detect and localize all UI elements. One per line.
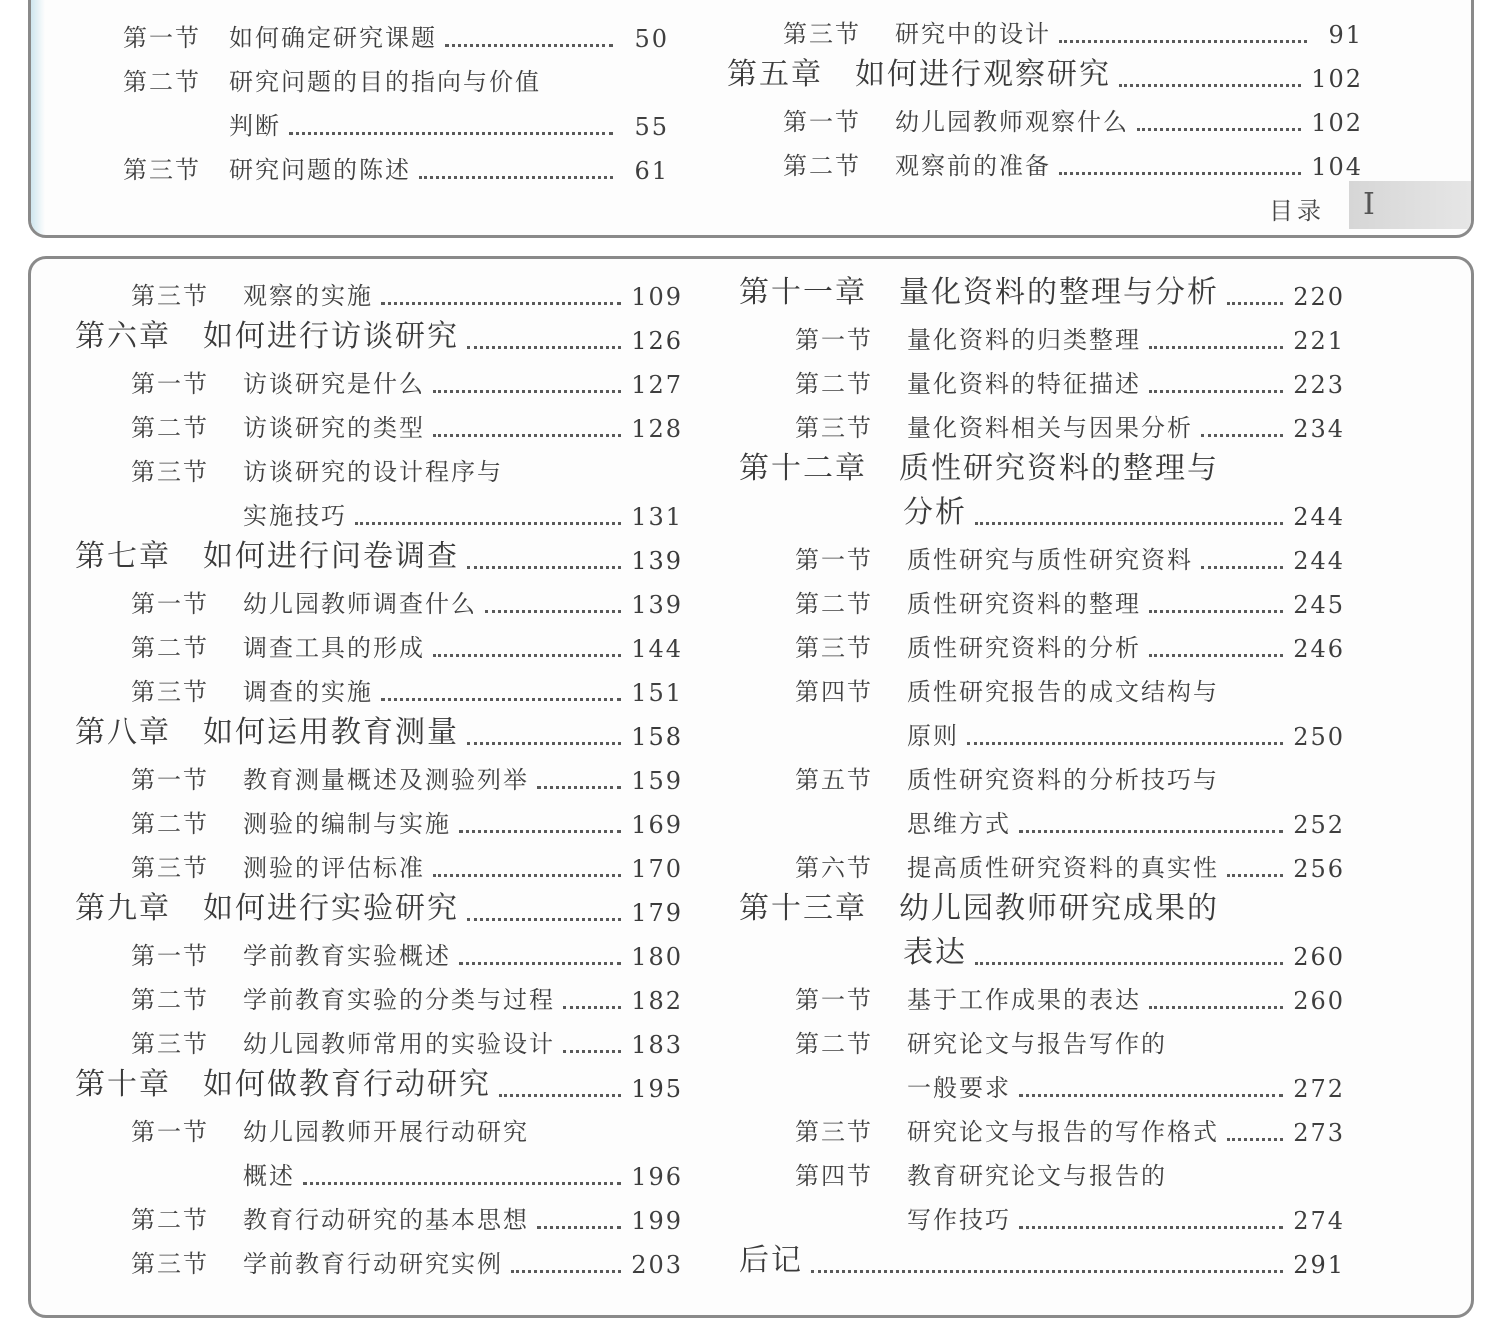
toc-entry-label <box>739 1112 1219 1147</box>
page-number: 260 <box>1293 987 1345 1015</box>
toc-entry-label: 第十章 如何做教育行动研究 <box>75 1067 491 1102</box>
section-title: 研究问题的陈述 <box>229 156 411 184</box>
dot-leader <box>1019 1226 1283 1229</box>
section-number: 第三节 <box>123 156 201 184</box>
dot-leader <box>975 962 1283 965</box>
toc-section-entry <box>75 1191 683 1235</box>
section-number: 第一节 <box>131 1118 209 1146</box>
toc-section-entry <box>739 971 1345 1015</box>
page-number: 223 <box>1293 371 1345 399</box>
section-title: 基于工作成果的表达 <box>907 986 1141 1014</box>
dot-leader <box>1149 1006 1283 1009</box>
toc-column-right <box>739 267 1345 1279</box>
toc-section-entry <box>727 93 1363 137</box>
toc-column-left <box>75 267 683 1279</box>
section-number: 第三节 <box>795 634 873 662</box>
page-number: 272 <box>1293 1075 1345 1103</box>
section-number: 第一节 <box>123 24 201 52</box>
toc-entry-label <box>123 62 541 97</box>
section-title: 访谈研究是什么 <box>243 370 425 398</box>
toc-entry-label <box>727 146 1051 181</box>
toc-section-entry <box>75 663 683 707</box>
toc-entry-label: 一般要求 <box>907 1074 1011 1102</box>
dot-leader <box>467 346 621 349</box>
dot-leader <box>459 830 621 833</box>
section-title: 质性研究资料的分析技巧与 <box>907 766 1219 794</box>
dot-leader <box>1201 434 1283 437</box>
dot-leader <box>433 390 621 393</box>
page-number: 274 <box>1293 1207 1345 1235</box>
page-number: 252 <box>1293 811 1345 839</box>
dot-leader <box>499 1094 621 1097</box>
toc-entry-label: 概述 <box>243 1162 295 1190</box>
dot-leader <box>445 44 613 47</box>
toc-section-entry <box>739 839 1345 883</box>
toc-entry-label: 第九章 如何进行实验研究 <box>75 891 459 926</box>
section-number: 第三节 <box>795 414 873 442</box>
dot-leader <box>459 962 621 965</box>
dot-leader <box>303 1182 621 1185</box>
page-number: 195 <box>631 1075 683 1103</box>
page-number: 127 <box>631 371 683 399</box>
section-number: 第六节 <box>795 854 873 882</box>
section-number: 第三节 <box>783 20 861 48</box>
section-title: 量化资料相关与因果分析 <box>907 414 1193 442</box>
section-number: 第一节 <box>795 546 873 574</box>
section-number: 第一节 <box>131 766 209 794</box>
section-title: 质性研究资料的分析 <box>907 634 1141 662</box>
toc-section-entry <box>739 531 1345 575</box>
toc-chapter-entry <box>75 311 683 355</box>
toc-chapter-entry <box>739 883 1345 927</box>
dot-leader <box>563 1050 621 1053</box>
section-title: 质性研究与质性研究资料 <box>907 546 1193 574</box>
section-title: 观察的实施 <box>243 282 373 310</box>
footer-label: 目录 <box>1269 197 1325 225</box>
toc-column-left <box>123 9 669 185</box>
dot-leader <box>1137 128 1301 131</box>
dot-leader <box>1019 1094 1283 1097</box>
toc-entry-label <box>75 628 425 663</box>
dot-leader <box>537 786 621 789</box>
dot-leader <box>1019 830 1283 833</box>
toc-entry-label <box>75 936 451 971</box>
section-title: 幼儿园教师常用的实验设计 <box>243 1030 555 1058</box>
section-number: 第一节 <box>795 326 873 354</box>
page-number: 55 <box>634 113 669 141</box>
section-title: 如何确定研究课题 <box>229 24 437 52</box>
toc-entry-label <box>123 18 437 53</box>
toc-chapter-entry <box>75 531 683 575</box>
toc-entry-label <box>75 584 477 619</box>
dot-leader <box>485 610 621 613</box>
toc-chapter-entry <box>75 707 683 751</box>
page-number: 291 <box>1293 1251 1345 1279</box>
dot-leader <box>467 742 621 745</box>
section-title: 幼儿园教师观察什么 <box>895 108 1129 136</box>
dot-leader <box>1227 302 1283 305</box>
toc-entry-label <box>739 584 1141 619</box>
section-number: 第二节 <box>131 810 209 838</box>
dot-leader <box>1119 84 1301 87</box>
toc-section-entry <box>75 355 683 399</box>
section-title: 量化资料的归类整理 <box>907 326 1141 354</box>
toc-entry-label <box>739 320 1141 355</box>
toc-section-entry <box>75 619 683 663</box>
toc-entry-label: 判断 <box>229 112 281 140</box>
toc-entry-label: 第六章 如何进行访谈研究 <box>75 319 459 354</box>
page-number: 50 <box>634 25 669 53</box>
section-number: 第二节 <box>131 986 209 1014</box>
toc-entry-label: 后记 <box>739 1243 803 1278</box>
section-title: 访谈研究的类型 <box>243 414 425 442</box>
dot-leader <box>563 1006 621 1009</box>
dot-leader <box>1149 390 1283 393</box>
dot-leader <box>433 654 621 657</box>
toc-section-entry <box>739 707 1345 751</box>
dot-leader <box>381 698 621 701</box>
section-number: 第二节 <box>131 414 209 442</box>
section-number: 第二节 <box>795 370 873 398</box>
dot-leader <box>537 1226 621 1229</box>
toc-section-entry <box>75 971 683 1015</box>
page-number: 221 <box>1293 327 1345 355</box>
page-number: 256 <box>1293 855 1345 883</box>
toc-entry-label <box>123 150 411 185</box>
section-title: 研究问题的目的指向与价值 <box>229 68 541 96</box>
toc-section-entry <box>123 9 669 53</box>
dot-leader <box>975 522 1283 525</box>
section-title: 研究论文与报告的写作格式 <box>907 1118 1219 1146</box>
dot-leader <box>467 566 621 569</box>
page-number: 131 <box>631 503 683 531</box>
toc-section-entry <box>75 399 683 443</box>
page-number: 183 <box>631 1031 683 1059</box>
dot-leader <box>467 918 621 921</box>
page-number: 102 <box>1311 109 1363 137</box>
page-number: 102 <box>1311 65 1363 93</box>
toc-section-entry <box>739 1147 1345 1191</box>
page-number: 158 <box>631 723 683 751</box>
toc-section-entry <box>739 927 1345 971</box>
toc-section-entry <box>75 1103 683 1147</box>
toc-section-entry <box>727 137 1363 181</box>
toc-section-entry <box>75 795 683 839</box>
section-title: 量化资料的特征描述 <box>907 370 1141 398</box>
section-number: 第一节 <box>131 942 209 970</box>
toc-section-entry <box>75 1235 683 1279</box>
toc-entry-label <box>75 1024 555 1059</box>
page-number: 91 <box>1328 21 1363 49</box>
page-number: 151 <box>631 679 683 707</box>
section-number: 第三节 <box>131 1030 209 1058</box>
toc-entry-label: 第七章 如何进行问卷调查 <box>75 539 459 574</box>
page-number: 170 <box>631 855 683 883</box>
toc-entry-label <box>75 672 373 707</box>
section-title: 研究中的设计 <box>895 20 1051 48</box>
toc-section-entry <box>739 1015 1345 1059</box>
toc-chapter-entry <box>739 1235 1345 1279</box>
dot-leader <box>433 434 621 437</box>
toc-section-entry <box>739 355 1345 399</box>
toc-section-entry <box>739 751 1345 795</box>
toc-entry-label <box>727 14 1051 49</box>
page-number: 244 <box>1293 547 1345 575</box>
section-number: 第三节 <box>131 678 209 706</box>
page-number: 159 <box>631 767 683 795</box>
section-number: 第二节 <box>783 152 861 180</box>
dot-leader <box>381 302 621 305</box>
page-number: 61 <box>634 157 669 185</box>
toc-entry-label: 实施技巧 <box>243 502 347 530</box>
section-number: 第二节 <box>123 68 201 96</box>
page-number: 104 <box>1311 153 1363 181</box>
section-number: 第三节 <box>131 854 209 882</box>
toc-panel-bottom <box>28 256 1474 1318</box>
dot-leader <box>1149 346 1283 349</box>
toc-section-entry <box>739 795 1345 839</box>
toc-entry-label <box>75 1244 503 1279</box>
dot-leader <box>1059 172 1301 175</box>
section-title: 调查工具的形成 <box>243 634 425 662</box>
toc-section-entry <box>739 399 1345 443</box>
toc-entry-label <box>75 1200 529 1235</box>
dot-leader <box>511 1270 621 1273</box>
toc-section-entry <box>75 267 683 311</box>
section-number: 第三节 <box>131 1250 209 1278</box>
toc-entry-label <box>739 848 1219 883</box>
page-number: 169 <box>631 811 683 839</box>
section-title: 提高质性研究资料的真实性 <box>907 854 1219 882</box>
toc-chapter-entry <box>727 49 1363 93</box>
toc-section-entry <box>75 1015 683 1059</box>
toc-entry-label <box>739 760 1219 795</box>
toc-section-entry <box>75 927 683 971</box>
toc-entry-label: 第十二章 质性研究资料的整理与 <box>739 451 1219 486</box>
toc-chapter-entry <box>739 443 1345 487</box>
toc-section-entry <box>739 1191 1345 1235</box>
section-title: 访谈研究的设计程序与 <box>243 458 503 486</box>
page-number: 126 <box>631 327 683 355</box>
toc-entry-label: 表达 <box>903 935 967 970</box>
toc-entry-label <box>75 804 451 839</box>
section-title: 质性研究报告的成文结构与 <box>907 678 1219 706</box>
section-title: 观察前的准备 <box>895 152 1051 180</box>
section-number: 第三节 <box>131 282 209 310</box>
toc-entry-label <box>75 760 529 795</box>
section-number: 第三节 <box>131 458 209 486</box>
toc-entry-label: 分析 <box>903 495 967 530</box>
page-number: 245 <box>1293 591 1345 619</box>
toc-entry-label <box>739 672 1219 707</box>
toc-entry-label <box>75 980 555 1015</box>
section-title: 幼儿园教师开展行动研究 <box>243 1118 529 1146</box>
toc-section-entry <box>727 5 1363 49</box>
toc-section-entry <box>75 1147 683 1191</box>
toc-section-entry <box>75 751 683 795</box>
section-title: 学前教育实验概述 <box>243 942 451 970</box>
toc-entry-label <box>75 408 425 443</box>
dot-leader <box>811 1270 1283 1273</box>
page-number: 182 <box>631 987 683 1015</box>
page-number-roman: I <box>1349 181 1471 229</box>
page-number: 246 <box>1293 635 1345 663</box>
toc-panel-top <box>28 0 1474 238</box>
dot-leader <box>1227 1138 1283 1141</box>
toc-entry-label <box>739 364 1141 399</box>
toc-entry-label: 思维方式 <box>907 810 1011 838</box>
toc-entry-label <box>739 1024 1167 1059</box>
section-title: 教育行动研究的基本思想 <box>243 1206 529 1234</box>
section-number: 第四节 <box>795 1162 873 1190</box>
toc-entry-label <box>739 1156 1167 1191</box>
page-number: 220 <box>1293 283 1345 311</box>
section-title: 教育研究论文与报告的 <box>907 1162 1167 1190</box>
toc-entry-label <box>75 1112 529 1147</box>
toc-chapter-entry <box>75 1059 683 1103</box>
page-number: 180 <box>631 943 683 971</box>
toc-chapter-entry <box>739 267 1345 311</box>
toc-entry-label <box>739 980 1141 1015</box>
page-number: 199 <box>631 1207 683 1235</box>
section-number: 第三节 <box>795 1118 873 1146</box>
toc-chapter-entry <box>75 883 683 927</box>
section-title: 幼儿园教师调查什么 <box>243 590 477 618</box>
page-number: 260 <box>1293 943 1345 971</box>
section-title: 教育测量概述及测验列举 <box>243 766 529 794</box>
section-title: 质性研究资料的整理 <box>907 590 1141 618</box>
dot-leader <box>1201 566 1283 569</box>
section-title: 学前教育行动研究实例 <box>243 1250 503 1278</box>
toc-entry-label <box>75 848 425 883</box>
dot-leader <box>355 522 621 525</box>
dot-leader <box>433 874 621 877</box>
dot-leader <box>419 176 613 179</box>
section-number: 第二节 <box>795 590 873 618</box>
page-number: 128 <box>631 415 683 443</box>
section-title: 研究论文与报告写作的 <box>907 1030 1167 1058</box>
section-number: 第一节 <box>795 986 873 1014</box>
page-number: 196 <box>631 1163 683 1191</box>
dot-leader <box>1227 874 1283 877</box>
page-number: 179 <box>631 899 683 927</box>
toc-section-entry <box>739 575 1345 619</box>
toc-section-entry <box>75 839 683 883</box>
toc-section-entry <box>739 663 1345 707</box>
toc-section-entry <box>75 487 683 531</box>
toc-entry-label: 原则 <box>907 722 959 750</box>
section-number: 第一节 <box>783 108 861 136</box>
section-number: 第四节 <box>795 678 873 706</box>
dot-leader <box>1059 40 1307 43</box>
toc-section-entry <box>123 53 669 97</box>
section-title: 测验的评估标准 <box>243 854 425 882</box>
toc-section-entry <box>739 1059 1345 1103</box>
toc-entry-label <box>739 540 1193 575</box>
toc-entry-label <box>727 102 1129 137</box>
toc-column-right <box>727 5 1363 181</box>
section-number: 第一节 <box>131 370 209 398</box>
dot-leader <box>1149 654 1283 657</box>
section-number: 第五节 <box>795 766 873 794</box>
dot-leader <box>1149 610 1283 613</box>
toc-entry-label: 第八章 如何运用教育测量 <box>75 715 459 750</box>
toc-entry-label: 第十三章 幼儿园教师研究成果的 <box>739 891 1219 926</box>
toc-entry-label: 第五章 如何进行观察研究 <box>727 57 1111 92</box>
toc-entry-label <box>739 628 1141 663</box>
toc-entry-label <box>739 408 1193 443</box>
toc-section-entry <box>75 443 683 487</box>
page-number: 273 <box>1293 1119 1345 1147</box>
toc-entry-label <box>75 452 503 487</box>
toc-section-entry <box>123 97 669 141</box>
toc-section-entry <box>739 1103 1345 1147</box>
section-title: 学前教育实验的分类与过程 <box>243 986 555 1014</box>
section-number: 第一节 <box>131 590 209 618</box>
toc-entry-label <box>75 276 373 311</box>
toc-entry-label: 写作技巧 <box>907 1206 1011 1234</box>
page-number: 139 <box>631 591 683 619</box>
toc-section-entry <box>123 141 669 185</box>
section-number: 第二节 <box>131 634 209 662</box>
page-number: 139 <box>631 547 683 575</box>
page-number: 234 <box>1293 415 1345 443</box>
toc-entry-label: 第十一章 量化资料的整理与分析 <box>739 275 1219 310</box>
page-edge-shade <box>31 0 45 235</box>
toc-section-entry <box>739 311 1345 355</box>
section-number: 第二节 <box>795 1030 873 1058</box>
page-number: 244 <box>1293 503 1345 531</box>
section-title: 调查的实施 <box>243 678 373 706</box>
section-number: 第二节 <box>131 1206 209 1234</box>
page-number: 203 <box>631 1251 683 1279</box>
toc-section-entry <box>739 487 1345 531</box>
section-title: 测验的编制与实施 <box>243 810 451 838</box>
page-number: 144 <box>631 635 683 663</box>
page-number: 109 <box>631 283 683 311</box>
dot-leader <box>967 742 1283 745</box>
toc-section-entry <box>739 619 1345 663</box>
page-number: 250 <box>1293 723 1345 751</box>
dot-leader <box>289 132 613 135</box>
toc-entry-label <box>75 364 425 399</box>
toc-section-entry <box>75 575 683 619</box>
